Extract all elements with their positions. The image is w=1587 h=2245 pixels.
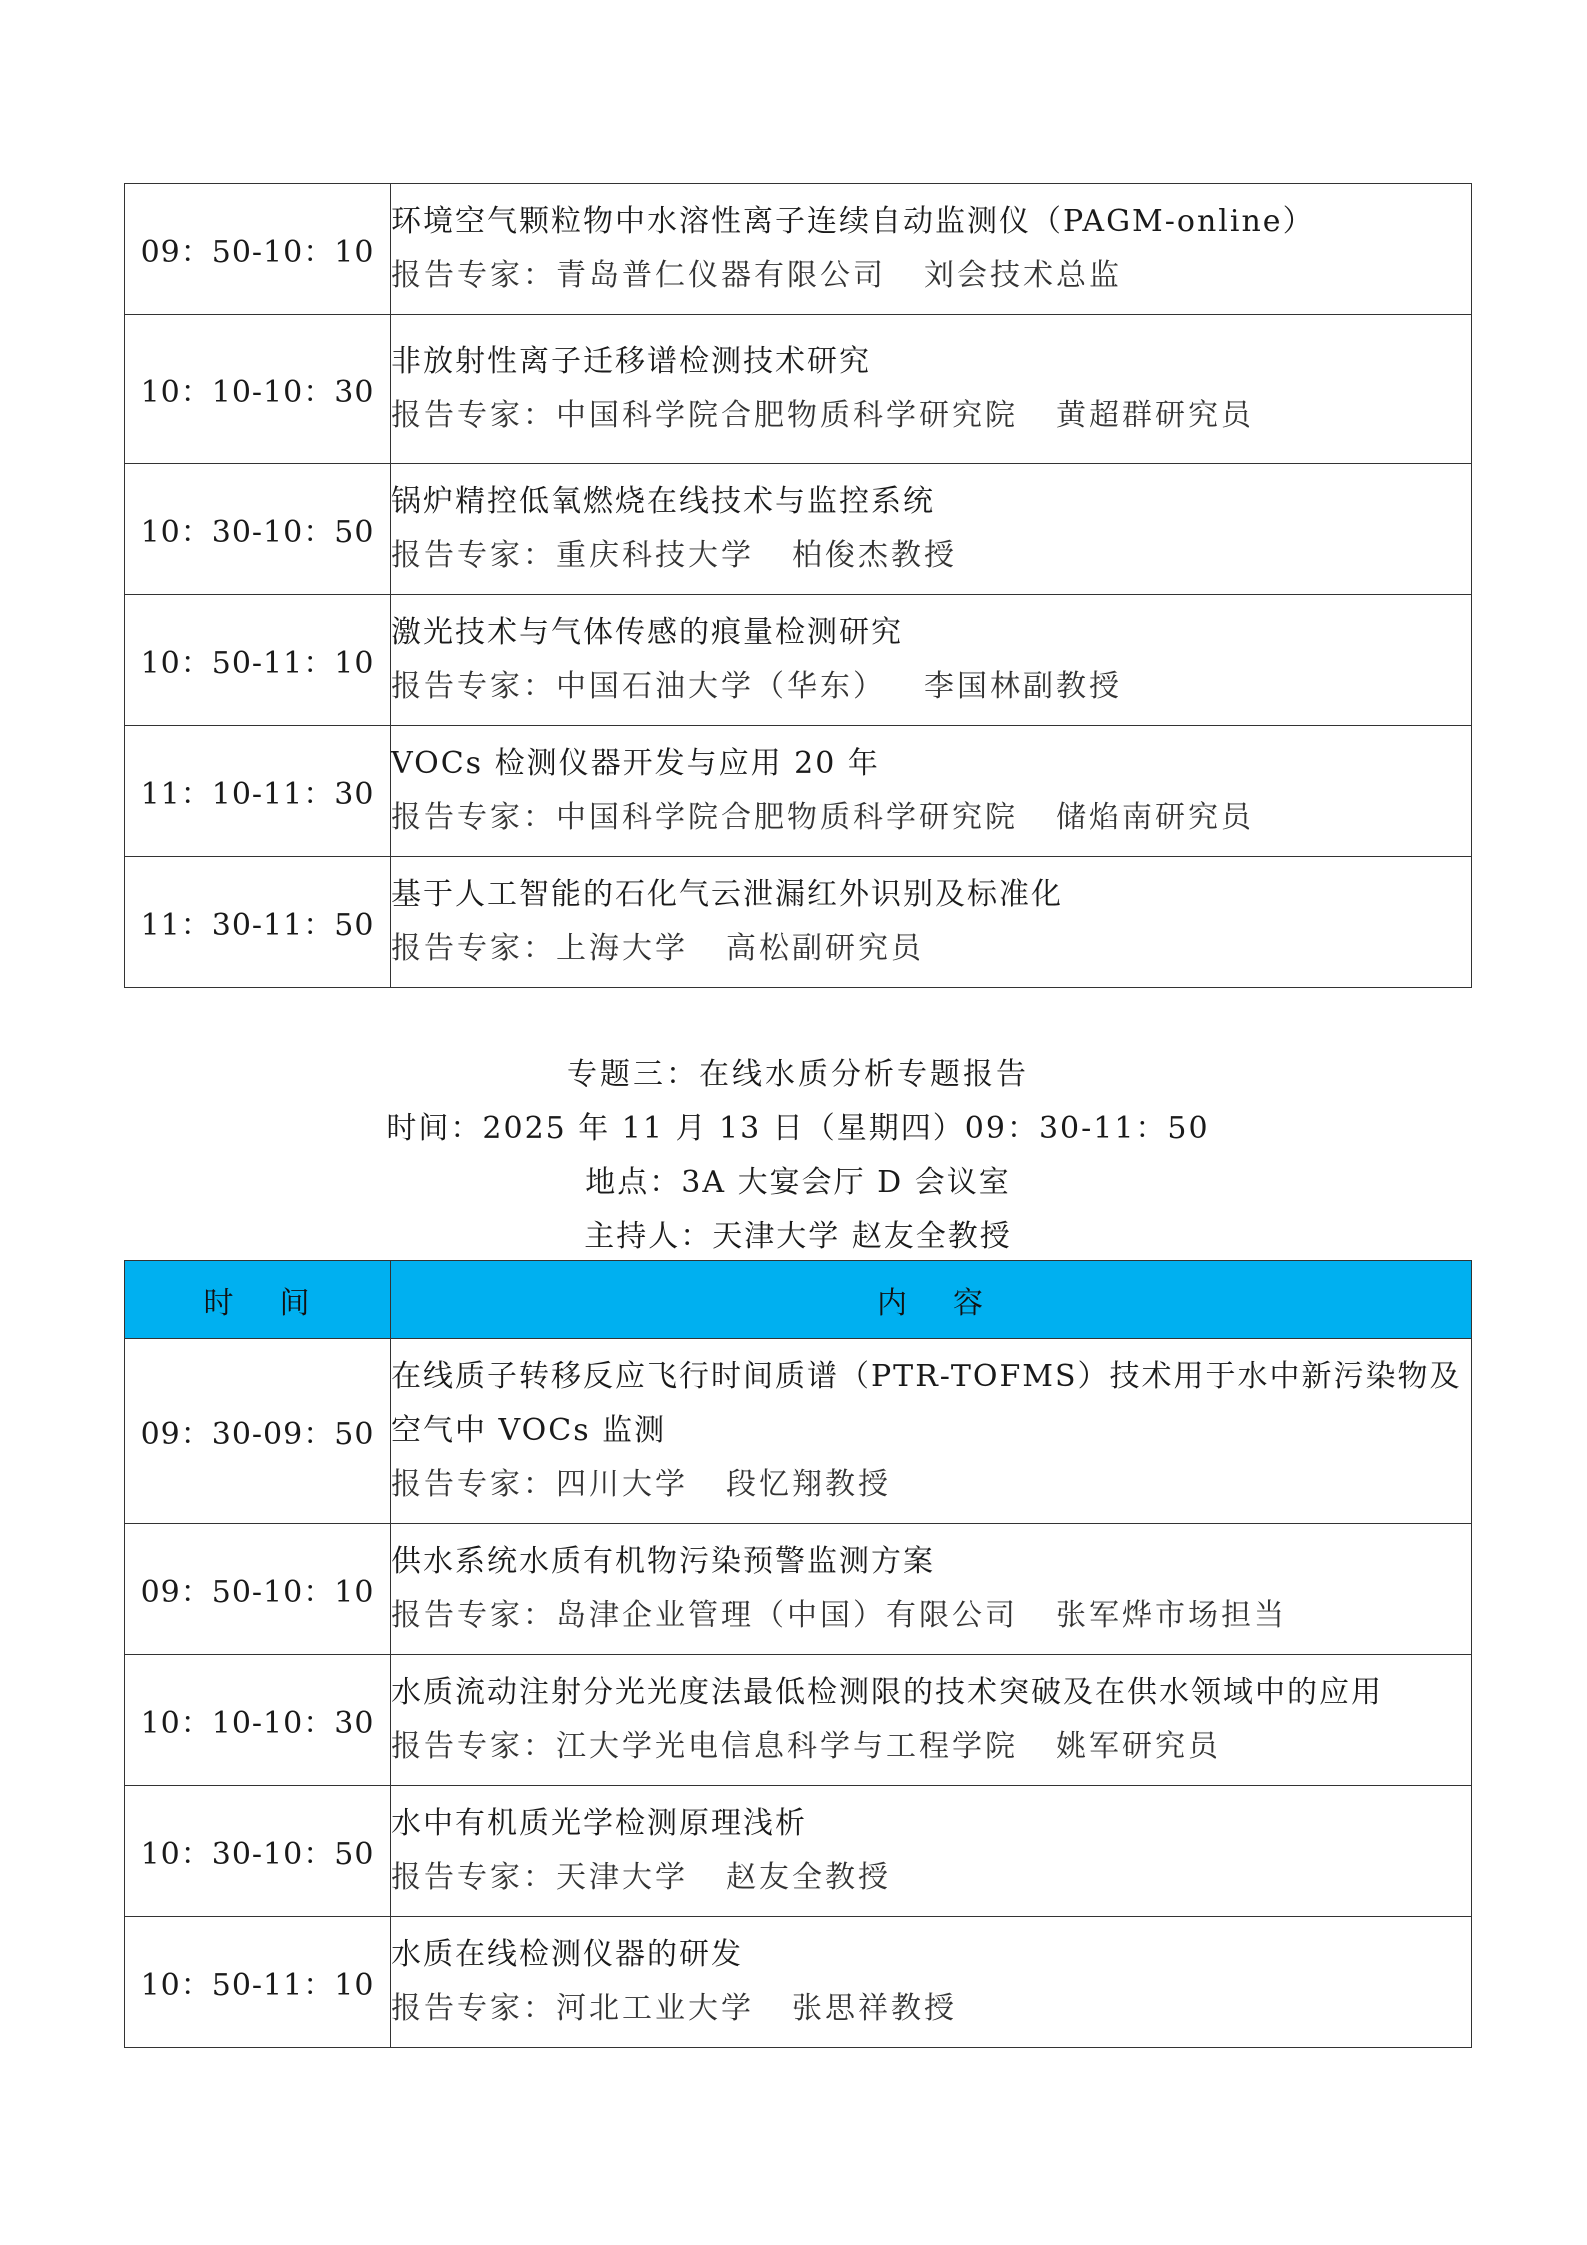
time-slot: 10：30-10：50 bbox=[125, 1786, 391, 1917]
report-cell bbox=[391, 595, 1472, 726]
report-topic: 供水系统水质有机物污染预警监测方案 bbox=[391, 1544, 935, 1579]
table-row bbox=[125, 726, 1472, 857]
session-heading bbox=[124, 1048, 1472, 1264]
report-topic: 环境空气颗粒物中水溶性离子连续自动监测仪（PAGM-online） bbox=[391, 204, 1315, 239]
speaker-person: 李国林副教授 bbox=[924, 669, 1122, 704]
speaker-org: 中国石油大学（华东） bbox=[556, 669, 886, 704]
report-speaker bbox=[391, 1982, 1471, 2036]
table-row bbox=[125, 1339, 1472, 1524]
speaker-org: 中国科学院合肥物质科学研究院 bbox=[556, 800, 1018, 835]
report-speaker bbox=[391, 529, 1471, 583]
speaker-label: 报告专家： bbox=[391, 258, 556, 293]
report-cell bbox=[391, 1339, 1472, 1524]
report-topic: 非放射性离子迁移谱检测技术研究 bbox=[391, 344, 871, 379]
table-row bbox=[125, 1786, 1472, 1917]
report-cell bbox=[391, 1524, 1472, 1655]
speaker-label: 报告专家： bbox=[391, 669, 556, 704]
speaker-label: 报告专家： bbox=[391, 800, 556, 835]
speaker-org: 岛津企业管理（中国）有限公司 bbox=[556, 1598, 1018, 1633]
speaker-label: 报告专家： bbox=[391, 1860, 556, 1895]
time-slot: 10：30-10：50 bbox=[125, 464, 391, 595]
table-row bbox=[125, 464, 1472, 595]
schedule-table-session3 bbox=[124, 1260, 1472, 2048]
speaker-person: 高松副研究员 bbox=[726, 931, 924, 966]
report-topic: 锅炉精控低氧燃烧在线技术与监控系统 bbox=[391, 484, 935, 519]
column-header-content: 内 容 bbox=[391, 1261, 1472, 1339]
speaker-person: 赵友全教授 bbox=[726, 1860, 891, 1895]
report-speaker bbox=[391, 922, 1471, 976]
report-speaker bbox=[391, 1720, 1471, 1774]
speaker-person: 张军烨市场担当 bbox=[1056, 1598, 1287, 1633]
report-cell bbox=[391, 726, 1472, 857]
report-speaker bbox=[391, 1458, 1471, 1512]
speaker-person: 柏俊杰教授 bbox=[792, 538, 957, 573]
table-row bbox=[125, 1917, 1472, 2048]
session-title: 专题三：在线水质分析专题报告 bbox=[567, 1057, 1029, 1092]
time-slot: 10：10-10：30 bbox=[125, 315, 391, 464]
report-cell bbox=[391, 1655, 1472, 1786]
speaker-person: 储焰南研究员 bbox=[1056, 800, 1254, 835]
time-slot: 09：50-10：10 bbox=[125, 1524, 391, 1655]
speaker-person: 刘会技术总监 bbox=[924, 258, 1122, 293]
table-row bbox=[125, 595, 1472, 726]
report-cell bbox=[391, 1786, 1472, 1917]
speaker-person: 黄超群研究员 bbox=[1056, 398, 1254, 433]
time-slot: 11：30-11：50 bbox=[125, 857, 391, 988]
speaker-org: 中国科学院合肥物质科学研究院 bbox=[556, 398, 1018, 433]
session-time: 时间：2025 年 11 月 13 日（星期四）09：30-11：50 bbox=[386, 1111, 1210, 1146]
report-cell bbox=[391, 315, 1472, 464]
speaker-label: 报告专家： bbox=[391, 398, 556, 433]
session-location: 地点：3A 大宴会厅 D 会议室 bbox=[585, 1165, 1011, 1200]
time-slot: 09：30-09：50 bbox=[125, 1339, 391, 1524]
time-slot: 10：50-11：10 bbox=[125, 1917, 391, 2048]
report-topic: 基于人工智能的石化气云泄漏红外识别及标准化 bbox=[391, 877, 1063, 912]
speaker-org: 重庆科技大学 bbox=[556, 538, 754, 573]
speaker-person: 段忆翔教授 bbox=[726, 1467, 891, 1502]
speaker-person: 姚军研究员 bbox=[1056, 1729, 1221, 1764]
report-topic: 激光技术与气体传感的痕量检测研究 bbox=[391, 615, 903, 650]
speaker-org: 江大学光电信息科学与工程学院 bbox=[556, 1729, 1018, 1764]
speaker-org: 天津大学 bbox=[556, 1860, 688, 1895]
table-row bbox=[125, 857, 1472, 988]
speaker-label: 报告专家： bbox=[391, 1598, 556, 1633]
session-host: 主持人：天津大学 赵友全教授 bbox=[584, 1219, 1012, 1254]
table-row bbox=[125, 1655, 1472, 1786]
speaker-label: 报告专家： bbox=[391, 1991, 556, 2026]
report-topic: 水质在线检测仪器的研发 bbox=[391, 1937, 743, 1972]
speaker-label: 报告专家： bbox=[391, 1467, 556, 1502]
report-speaker bbox=[391, 1589, 1471, 1643]
speaker-label: 报告专家： bbox=[391, 931, 556, 966]
speaker-org: 青岛普仁仪器有限公司 bbox=[556, 258, 886, 293]
table-row bbox=[125, 1524, 1472, 1655]
report-speaker bbox=[391, 791, 1471, 845]
table-header-row bbox=[125, 1261, 1472, 1339]
speaker-label: 报告专家： bbox=[391, 1729, 556, 1764]
report-topic: VOCs 检测仪器开发与应用 20 年 bbox=[391, 746, 880, 781]
report-cell bbox=[391, 857, 1472, 988]
report-topic: 水质流动注射分光光度法最低检测限的技术突破及在供水领域中的应用 bbox=[391, 1675, 1383, 1710]
speaker-org: 四川大学 bbox=[556, 1467, 688, 1502]
table-row bbox=[125, 184, 1472, 315]
report-speaker bbox=[391, 249, 1471, 303]
report-speaker bbox=[391, 1851, 1471, 1905]
report-topic: 水中有机质光学检测原理浅析 bbox=[391, 1806, 807, 1841]
schedule-table-session2-continued bbox=[124, 183, 1472, 988]
report-cell bbox=[391, 184, 1472, 315]
report-cell bbox=[391, 464, 1472, 595]
table-row bbox=[125, 315, 1472, 464]
report-cell bbox=[391, 1917, 1472, 2048]
speaker-org: 河北工业大学 bbox=[556, 1991, 754, 2026]
time-slot: 10：10-10：30 bbox=[125, 1655, 391, 1786]
speaker-person: 张思祥教授 bbox=[792, 1991, 957, 2026]
speaker-org: 上海大学 bbox=[556, 931, 688, 966]
column-header-time: 时 间 bbox=[125, 1261, 391, 1339]
report-speaker bbox=[391, 389, 1471, 443]
time-slot: 10：50-11：10 bbox=[125, 595, 391, 726]
report-speaker bbox=[391, 660, 1471, 714]
speaker-label: 报告专家： bbox=[391, 538, 556, 573]
report-topic: 在线质子转移反应飞行时间质谱（PTR-TOFMS）技术用于水中新污染物及空气中 VOCs 监测 bbox=[391, 1359, 1462, 1448]
time-slot: 09：50-10：10 bbox=[125, 184, 391, 315]
time-slot: 11：10-11：30 bbox=[125, 726, 391, 857]
